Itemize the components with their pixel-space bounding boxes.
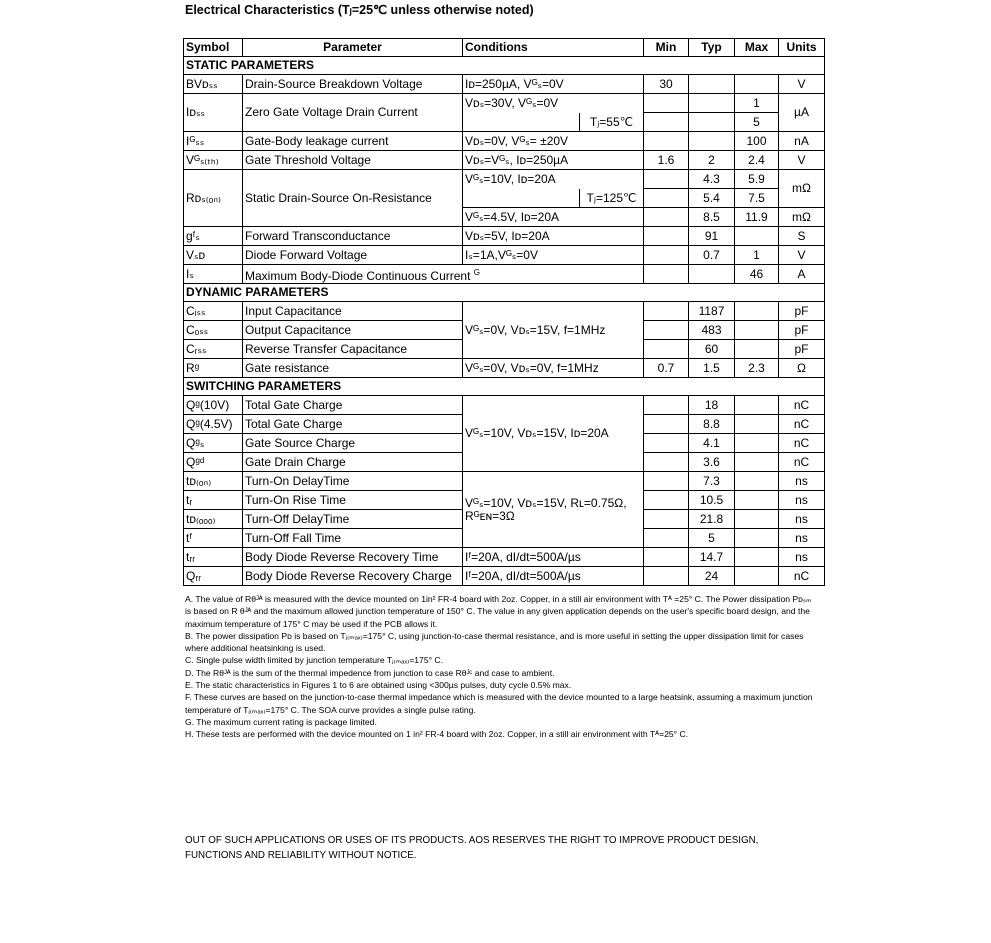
- min-cell: [644, 132, 689, 151]
- section-dynamic: DYNAMIC PARAMETERS: [184, 284, 825, 302]
- table-row: [184, 472, 825, 491]
- parameter-cell: Total Gate Charge: [243, 415, 463, 434]
- min-cell: [644, 491, 689, 510]
- header-min: Min: [644, 39, 689, 57]
- typ-cell: 8.8: [689, 415, 735, 434]
- symbol-cell: Iᴅₛₛ: [184, 94, 243, 132]
- max-cell: 46: [735, 265, 779, 284]
- max-cell: [735, 491, 779, 510]
- min-cell: [644, 567, 689, 586]
- table-row: [184, 396, 825, 415]
- section-row: [184, 378, 825, 396]
- symbol-cell: tᶠ: [184, 529, 243, 548]
- min-cell: [644, 340, 689, 359]
- max-cell: [735, 453, 779, 472]
- max-cell: [735, 227, 779, 246]
- symbol-cell: Iᴳₛₛ: [184, 132, 243, 151]
- max-cell: [735, 340, 779, 359]
- min-cell: [644, 321, 689, 340]
- max-cell: [735, 567, 779, 586]
- min-cell: [644, 302, 689, 321]
- min-cell: [644, 434, 689, 453]
- parameter-cell: Output Capacitance: [243, 321, 463, 340]
- typ-cell: [689, 94, 735, 113]
- units-cell: S: [779, 227, 825, 246]
- parameter-cell: Gate-Body leakage current: [243, 132, 463, 151]
- units-cell: nC: [779, 434, 825, 453]
- max-cell: [735, 302, 779, 321]
- symbol-cell: Rᴅₛ₍ₒₙ₎: [184, 170, 243, 227]
- symbol-cell: Qᵣᵣ: [184, 567, 243, 586]
- parameter-cell: Diode Forward Voltage: [243, 246, 463, 265]
- conditions-spacer: [463, 113, 580, 132]
- table-row: [184, 132, 825, 151]
- max-cell: 7.5: [735, 189, 779, 208]
- units-cell: nC: [779, 567, 825, 586]
- max-cell: 11.9: [735, 208, 779, 227]
- symbol-cell: tᵣᵣ: [184, 548, 243, 567]
- units-cell: V: [779, 151, 825, 170]
- min-cell: [644, 227, 689, 246]
- min-cell: [644, 113, 689, 132]
- units-cell: ns: [779, 472, 825, 491]
- table-row: [184, 302, 825, 321]
- units-cell: nC: [779, 396, 825, 415]
- min-cell: [644, 510, 689, 529]
- conditions-cell: Tⱼ=125℃: [580, 189, 644, 208]
- min-cell: [644, 265, 689, 284]
- parameter-cell: [243, 265, 644, 284]
- footnote: F. These curves are based on the junction-to-case thermal impedance which is measured with the device mounted to a large heatsink, assuming a maximum junction temperature of Tⱼ₍ₘₐₓ₎=175° C. The SOA curve provides a single pulse rating.: [185, 692, 813, 715]
- electrical-characteristics-table: [183, 38, 825, 586]
- min-cell: [644, 170, 689, 189]
- conditions-spacer: [463, 189, 580, 208]
- max-cell: 5: [735, 113, 779, 132]
- parameter-cell: Input Capacitance: [243, 302, 463, 321]
- min-cell: [644, 472, 689, 491]
- typ-cell: 21.8: [689, 510, 735, 529]
- max-cell: [735, 510, 779, 529]
- conditions-cell: Iᶠ=20A, dI/dt=500A/µs: [463, 567, 644, 586]
- min-cell: 0.7: [644, 359, 689, 378]
- max-cell: [735, 434, 779, 453]
- symbol-cell: Qᵍ(10V): [184, 396, 243, 415]
- conditions-line: Vᴳₛ=10V, Vᴅₛ=15V, Rʟ=0.75Ω,: [465, 495, 627, 510]
- header-max: Max: [735, 39, 779, 57]
- conditions-cell: Vᴳₛ=0V, Vᴅₛ=15V, f=1MHz: [463, 302, 644, 359]
- max-cell: [735, 472, 779, 491]
- header-parameter: Parameter: [243, 39, 463, 57]
- symbol-cell: tᵣ: [184, 491, 243, 510]
- max-cell: [735, 548, 779, 567]
- parameter-cell: Zero Gate Voltage Drain Current: [243, 94, 463, 132]
- symbol-cell: Cᵣₛₛ: [184, 340, 243, 359]
- min-cell: 1.6: [644, 151, 689, 170]
- units-cell: nA: [779, 132, 825, 151]
- conditions-cell: Vᴅₛ=30V, Vᴳₛ=0V: [463, 94, 644, 113]
- disclaimer-line: OUT OF SUCH APPLICATIONS OR USES OF ITS PRODUCTS. AOS RESERVES THE RIGHT TO IMPROVE PRODUCT DESIGN,: [185, 835, 759, 846]
- units-cell: mΩ: [779, 208, 825, 227]
- footnote: A. The value of Rθᴶᴬ is measured with the device mounted on 1in² FR-4 board with 2oz. Copper, in a still air environment with Tᴬ =25° C. The Power dissipation Pᴅₛₘ is based on R θᴶᴬ and the maximum allowed junction temperature of 150° C. The value in any given application depends on the user's specific board design, and the maximum temperature of 175° C may be used if the PCB allows it.: [185, 594, 812, 629]
- section-switching: SWITCHING PARAMETERS: [184, 378, 825, 396]
- symbol-cell: Cᵢₛₛ: [184, 302, 243, 321]
- table-row: [184, 567, 825, 586]
- symbol-cell: Qᵍᵈ: [184, 453, 243, 472]
- typ-cell: [689, 132, 735, 151]
- units-cell: Ω: [779, 359, 825, 378]
- max-cell: [735, 396, 779, 415]
- units-cell: A: [779, 265, 825, 284]
- parameter-cell: Turn-Off DelayTime: [243, 510, 463, 529]
- table-row: [184, 227, 825, 246]
- min-cell: [644, 246, 689, 265]
- footnote-mark: G: [473, 267, 481, 277]
- parameter-cell: Turn-On DelayTime: [243, 472, 463, 491]
- footnotes: [185, 593, 820, 741]
- conditions-cell: [463, 472, 644, 548]
- conditions-cell: Iₛ=1A,Vᴳₛ=0V: [463, 246, 644, 265]
- symbol-cell: gᶠₛ: [184, 227, 243, 246]
- conditions-cell: Iᶠ=20A, dI/dt=500A/µs: [463, 548, 644, 567]
- units-cell: nC: [779, 415, 825, 434]
- min-cell: [644, 208, 689, 227]
- table-row: [184, 170, 825, 189]
- parameter-text: Maximum Body-Diode Continuous Current: [245, 268, 471, 283]
- max-cell: 100: [735, 132, 779, 151]
- parameter-cell: Turn-Off Fall Time: [243, 529, 463, 548]
- typ-cell: 91: [689, 227, 735, 246]
- max-cell: [735, 529, 779, 548]
- section-static: STATIC PARAMETERS: [184, 57, 825, 75]
- symbol-cell: Rᵍ: [184, 359, 243, 378]
- conditions-cell: Vᴅₛ=Vᴳₛ, Iᴅ=250µA: [463, 151, 644, 170]
- min-cell: [644, 453, 689, 472]
- section-row: [184, 57, 825, 75]
- typ-cell: 14.7: [689, 548, 735, 567]
- conditions-cell: Iᴅ=250µA, Vᴳₛ=0V: [463, 75, 644, 94]
- symbol-cell: Vᴳₛ₍ₜₕ₎: [184, 151, 243, 170]
- units-cell: ns: [779, 491, 825, 510]
- footnote: G. The maximum current rating is package limited.: [185, 716, 377, 727]
- min-cell: [644, 415, 689, 434]
- parameter-cell: Turn-On Rise Time: [243, 491, 463, 510]
- footnote: H. These tests are performed with the device mounted on 1 in² FR-4 board with 2oz. Copper, in a still air environment with Tᴬ=25° C.: [185, 729, 689, 740]
- footnote: D. The Rθᴶᴬ is the sum of the thermal impedence from junction to case Rθᴶᶜ and case to ambient.: [185, 667, 555, 678]
- typ-cell: 8.5: [689, 208, 735, 227]
- typ-cell: 1187: [689, 302, 735, 321]
- typ-cell: 5: [689, 529, 735, 548]
- units-cell: pF: [779, 302, 825, 321]
- typ-cell: [689, 75, 735, 94]
- table-row: [184, 246, 825, 265]
- typ-cell: 60: [689, 340, 735, 359]
- symbol-cell: Iₛ: [184, 265, 243, 284]
- conditions-cell: Vᴅₛ=0V, Vᴳₛ= ±20V: [463, 132, 644, 151]
- symbol-cell: tᴅ₍ₒₙ₎: [184, 472, 243, 491]
- table-row: [184, 94, 825, 113]
- table-row: [184, 548, 825, 567]
- typ-cell: 483: [689, 321, 735, 340]
- header-typ: Typ: [689, 39, 735, 57]
- units-cell: pF: [779, 340, 825, 359]
- max-cell: 1: [735, 246, 779, 265]
- max-cell: [735, 75, 779, 94]
- parameter-cell: Body Diode Reverse Recovery Charge: [243, 567, 463, 586]
- max-cell: 2.3: [735, 359, 779, 378]
- typ-cell: 24: [689, 567, 735, 586]
- parameter-cell: Gate Threshold Voltage: [243, 151, 463, 170]
- units-cell: mΩ: [779, 170, 825, 208]
- typ-cell: 4.3: [689, 170, 735, 189]
- min-cell: 30: [644, 75, 689, 94]
- typ-cell: [689, 113, 735, 132]
- units-cell: µA: [779, 94, 825, 132]
- symbol-cell: BVᴅₛₛ: [184, 75, 243, 94]
- min-cell: [644, 396, 689, 415]
- parameter-cell: Gate resistance: [243, 359, 463, 378]
- units-cell: nC: [779, 453, 825, 472]
- units-cell: pF: [779, 321, 825, 340]
- parameter-cell: Reverse Transfer Capacitance: [243, 340, 463, 359]
- conditions-cell: Vᴅₛ=5V, Iᴅ=20A: [463, 227, 644, 246]
- typ-cell: [689, 265, 735, 284]
- table-row: [184, 359, 825, 378]
- max-cell: 5.9: [735, 170, 779, 189]
- symbol-cell: Cₒₛₛ: [184, 321, 243, 340]
- disclaimer-line: FUNCTIONS AND RELIABILITY WITHOUT NOTICE.: [185, 850, 417, 861]
- typ-cell: 2: [689, 151, 735, 170]
- page-title: Electrical Characteristics (Tⱼ=25℃ unless otherwise noted): [185, 3, 534, 17]
- parameter-cell: Static Drain-Source On-Resistance: [243, 170, 463, 227]
- min-cell: [644, 94, 689, 113]
- typ-cell: 4.1: [689, 434, 735, 453]
- units-cell: V: [779, 75, 825, 94]
- typ-cell: 3.6: [689, 453, 735, 472]
- conditions-cell: Vᴳₛ=4.5V, Iᴅ=20A: [463, 208, 644, 227]
- units-cell: ns: [779, 529, 825, 548]
- typ-cell: 7.3: [689, 472, 735, 491]
- parameter-cell: Body Diode Reverse Recovery Time: [243, 548, 463, 567]
- symbol-cell: Qᵍₛ: [184, 434, 243, 453]
- max-cell: [735, 415, 779, 434]
- typ-cell: 5.4: [689, 189, 735, 208]
- disclaimer: [185, 833, 758, 863]
- footnote: B. The power dissipation Pᴅ is based on Tⱼ₍ₘₐₓ₎=175° C, using junction-to-case thermal resistance, and is more useful in setting the upper dissipation limit for cases where additional heatsinking is used.: [185, 630, 804, 654]
- max-cell: 2.4: [735, 151, 779, 170]
- symbol-cell: tᴅ₍ₒₒₒ₎: [184, 510, 243, 529]
- conditions-line: Rᴳᴇɴ=3Ω: [465, 508, 515, 523]
- table-header-row: [184, 39, 825, 57]
- units-cell: ns: [779, 510, 825, 529]
- section-row: [184, 284, 825, 302]
- parameter-cell: Drain-Source Breakdown Voltage: [243, 75, 463, 94]
- conditions-cell: Tⱼ=55℃: [580, 113, 644, 132]
- symbol-cell: Vₛᴅ: [184, 246, 243, 265]
- typ-cell: 10.5: [689, 491, 735, 510]
- max-cell: [735, 321, 779, 340]
- conditions-cell: Vᴳₛ=10V, Vᴅₛ=15V, Iᴅ=20A: [463, 396, 644, 472]
- units-cell: V: [779, 246, 825, 265]
- conditions-cell: Vᴳₛ=10V, Iᴅ=20A: [463, 170, 644, 189]
- typ-cell: 1.5: [689, 359, 735, 378]
- footnote: C. Single pulse width limited by junction temperature Tⱼ₍ₘₐₓ₎=175° C.: [185, 655, 444, 666]
- units-cell: ns: [779, 548, 825, 567]
- header-conditions: Conditions: [463, 39, 644, 57]
- min-cell: [644, 548, 689, 567]
- symbol-cell: Qᵍ(4.5V): [184, 415, 243, 434]
- table-row: [184, 151, 825, 170]
- footnote: E. The static characteristics in Figures 1 to 6 are obtained using <300µs pulses, duty cycle 0.5% max.: [185, 680, 572, 691]
- typ-cell: 0.7: [689, 246, 735, 265]
- table-row: [184, 75, 825, 94]
- parameter-cell: Forward Transconductance: [243, 227, 463, 246]
- parameter-cell: Gate Source Charge: [243, 434, 463, 453]
- header-symbol: Symbol: [184, 39, 243, 57]
- parameter-cell: Gate Drain Charge: [243, 453, 463, 472]
- typ-cell: 18: [689, 396, 735, 415]
- conditions-cell: Vᴳₛ=0V, Vᴅₛ=0V, f=1MHz: [463, 359, 644, 378]
- min-cell: [644, 189, 689, 208]
- parameter-cell: Total Gate Charge: [243, 396, 463, 415]
- max-cell: 1: [735, 94, 779, 113]
- table-row: [184, 265, 825, 284]
- min-cell: [644, 529, 689, 548]
- header-units: Units: [779, 39, 825, 57]
